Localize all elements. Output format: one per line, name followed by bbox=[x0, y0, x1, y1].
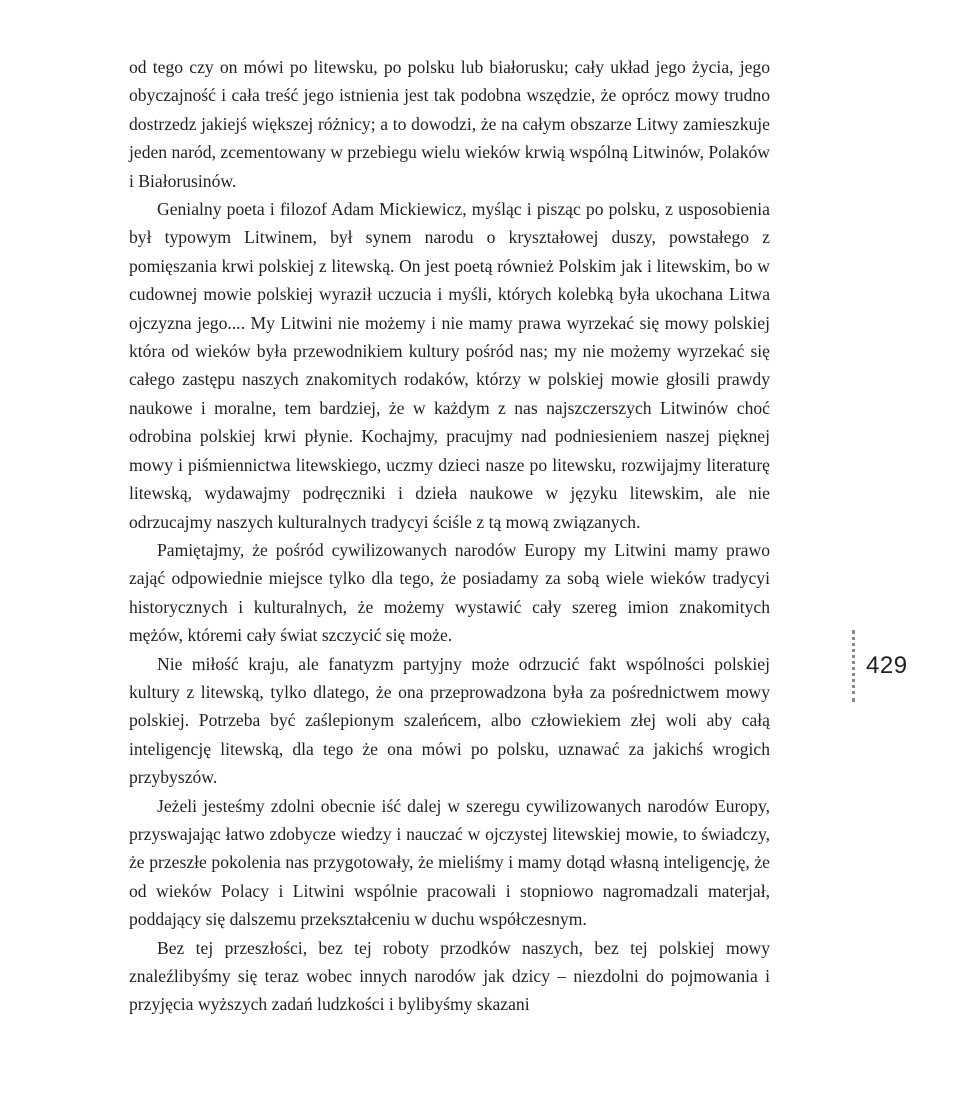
paragraph-jezeli: Jeżeli jesteśmy zdolni obecnie iść dalej w szeregu cywilizowanych narodów Europy, przyswajając łatwo zdobycze wiedzy i nauczać w ojczystej litewskiej mowie, to świadczy, że przeszłe pokolenia nas przygotowały, że mieliśmy i mamy dotąd własną inteligencję, że od wieków Polacy i Litwini wspólnie pracowali i stopniowo nagromadzali materjał, poddający się dalszemu przekształceniu w duchu współczesnym. bbox=[129, 795, 770, 930]
paragraph-mickiewicz: Genialny poeta i filozof Adam Mickiewicz, myśląc i pisząc po polsku, z usposobienia był typowym Litwinem, był synem narodu o kryształowej duszy, powstałego z pomięszania krwi polskiej z litewską. On jest poetą również Polskim jak i litewskim, bo w cudownej mowie polskiej wyraził uczucia i myśli, których kolebką była ukochana Litwa ojczyzna jego.... My Litwini nie możemy i nie mamy prawa wyrzekać się mowy polskiej która od wieków była przewodnikiem kultury pośród nas; my nie możemy wyrzekać się całego zastępu naszych znakomitych rodaków, którzy w polskiej mowie głosili prawdy naukowe i moralne, tem bardziej, że w każdym z nas najszczerszych Litwinów choć odrobina polskiej krwi płynie. Kochajmy, pracujmy nad podniesieniem naszej pięknej mowy i piśmiennictwa litewskiego, uczmy dzieci nasze po litewsku, rozwijajmy literaturę litewską, wydawajmy podręczniki i dzieła naukowe w języku litewskim, ale nie odrzucajmy naszych kulturalnych tradycyi ściśle z tą mową związanych. bbox=[129, 199, 770, 532]
dotted-rule bbox=[852, 630, 855, 702]
page-marker bbox=[852, 630, 908, 702]
body-text bbox=[129, 53, 770, 1019]
page-number: 429 bbox=[866, 652, 908, 679]
paragraph-continuation: od tego czy on mówi po litewsku, po polsku lub białorusku; cały układ jego życia, jego obyczajność i cała treść jego istnienia jest tak podobna wszędzie, że oprócz mowy trudno dostrzedz jakiejś większej różnicy; a to dowodzi, że na całym obszarze Litwy zamieszkuje jeden naród, zcementowany w przebiegu wielu wieków krwią wspólną Litwinów, Polaków i Białorusinów. bbox=[129, 57, 770, 191]
paragraph-pamietajmy: Pamiętajmy, że pośród cywilizowanych narodów Europy my Litwini mamy prawo zająć odpowiednie miejsce tylko dla tego, że posiadamy za sobą wiele wieków tradycyi historycznych i kulturalnych, że możemy wystawić cały szereg imion znakomitych mężów, któremi cały świat szczycić się może. bbox=[129, 539, 770, 646]
paragraph-nie-milosc: Nie miłość kraju, ale fanatyzm partyjny może odrzucić fakt wspólności polskiej kultury z litewską, tylko dlatego, że ona przeprowadzona była za pośrednictwem mowy polskiej. Potrzeba być zaślepionym szaleńcem, albo człowiekiem złej woli aby całą inteligencję litewską, dla tego że ona mówi po polsku, uznawać za jakichś wrogich przybyszów. bbox=[129, 653, 770, 788]
paragraph-bez-tej: Bez tej przeszłości, bez tej roboty przodków naszych, bez tej polskiej mowy znaleźlibyśmy się teraz wobec innych narodów jak dzicy – niezdolni do pojmowania i przyjęcia wyższych zadań ludzkości i bylibyśmy skazani bbox=[129, 937, 770, 1015]
